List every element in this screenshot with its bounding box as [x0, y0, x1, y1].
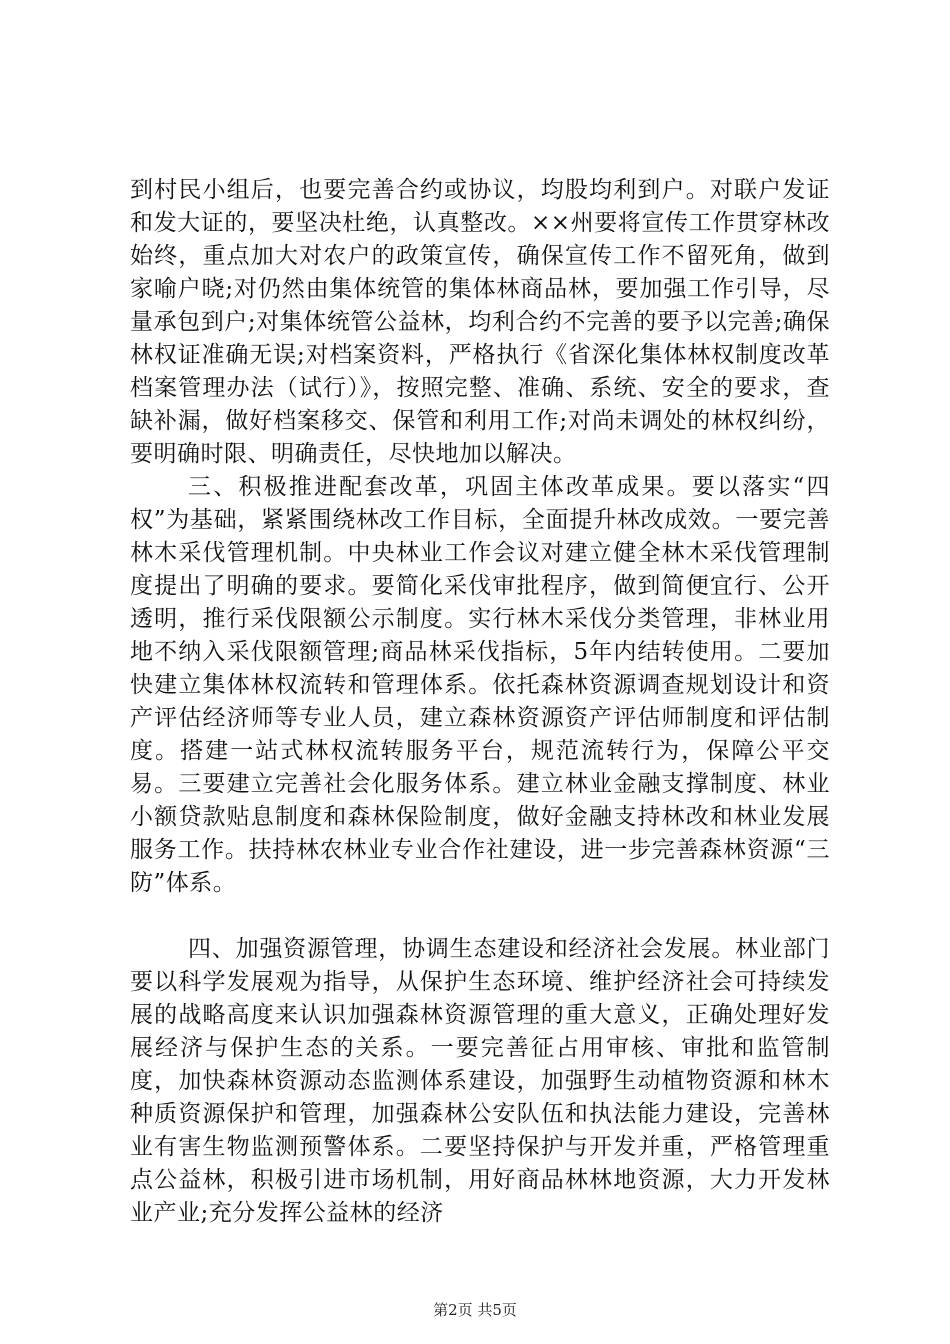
page-number-footer: 第2页 共5页	[433, 1301, 517, 1319]
paragraph-section-four: 四、加强资源管理，协调生态建设和经济社会发展。林业部门要以科学发展观为指导，从保护生态环境、维护经济社会可持续发展的战略高度来认识加强森林资源管理的重大意义，正确处理好发展经济与保护生态的关系。一要完善征占用审核、审批和监管制度，加快森林资源动态监测体系建设，加强野生动植物资源和林木种质资源保护和管理，加强森林公安队伍和执法能力建设，完善林业有害生物监测预警体系。二要坚持保护与开发并重，严格管理重点公益林，积极引进市场机制，用好商品林林地资源，大力开发林业产业;充分发挥公益林的经济	[130, 936, 830, 1226]
paragraph-continuation: 到村民小组后，也要完善合约或协议，均股均利到户。对联户发证和发大证的，要坚决杜绝，认真整改。××州要将宣传工作贯穿林改始终，重点加大对农户的政策宣传，确保宣传工作不留死角，做到家喻户晓;对仍然由集体统管的集体林商品林，要加强工作引导，尽量承包到户;对集体统管公益林，均利合约不完善的要予以完善;确保林权证准确无误;对档案资料，严格执行《省深化集体林权制度改革档案管理办法（试行）》，按照完整、准确、系统、安全的要求，查缺补漏，做好档案移交、保管和利用工作;对尚未调处的林权纠纷，要明确时限、明确责任，尽快地加以解决。	[130, 177, 830, 467]
paragraph-spacer	[130, 900, 830, 933]
document-body	[130, 174, 830, 1230]
paragraph-section-three: 三、积极推进配套改革，巩固主体改革成果。要以落实“四权”为基础，紧紧围绕林改工作目标，全面提升林改成效。一要完善林木采伐管理机制。中央林业工作会议对建立健全林木采伐管理制度提出了明确的要求。要简化采伐审批程序，做到简便宜行、公开透明，推行采伐限额公示制度。实行林木采伐分类管理，非林业用地不纳入采伐限额管理;商品林采伐指标，5年内结转使用。二要加快建立集体林权流转和管理体系。依托森林资源调查规划设计和资产评估经济师等专业人员，建立森林资源资产评估师制度和评估制度。搭建一站式林权流转服务平台，规范流转行为，保障公平交易。三要建立完善社会化服务体系。建立林业金融支撑制度、林业小额贷款贴息制度和森林保险制度，做好金融支持林改和林业发展服务工作。扶持林农林业专业合作社建设，进一步完善森林资源“三防”体系。	[130, 474, 830, 896]
